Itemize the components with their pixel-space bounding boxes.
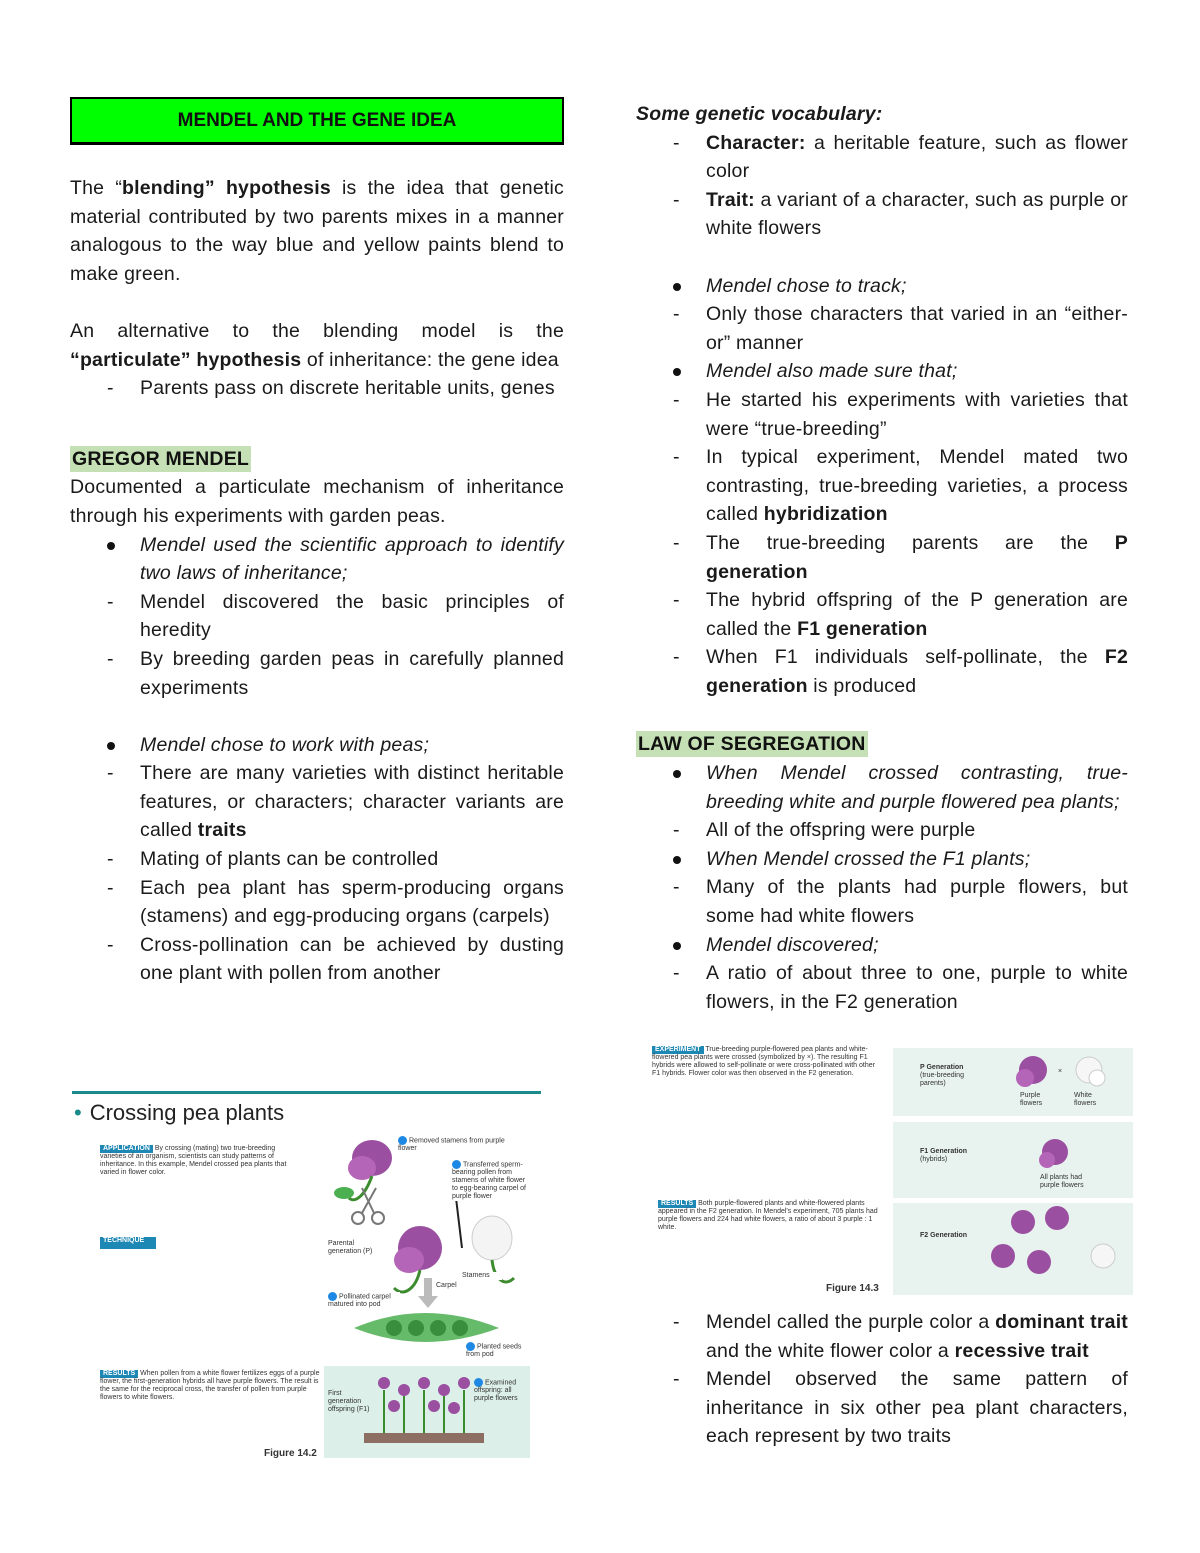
vocab-heading: Some genetic vocabulary: bbox=[636, 103, 883, 125]
text: a variant of a character, such as purple or white flowers bbox=[706, 188, 1128, 240]
step3-icon bbox=[328, 1292, 337, 1301]
list-item bbox=[636, 586, 1128, 643]
gregor-paragraph: Documented a particulate mechanism of inheritance through his experiments with garden peas. bbox=[70, 476, 564, 527]
purple-flower-icon bbox=[1016, 1056, 1047, 1087]
list-item bbox=[636, 443, 1128, 529]
experiment-tag: EXPERIMENT bbox=[652, 1046, 704, 1054]
text: is the idea that genetic material contributed by two parents mixes in a manner analogous to the way blue and yellow paints blend to make green. bbox=[70, 177, 564, 285]
gregor-mendel-heading: GREGOR MENDEL bbox=[72, 447, 250, 470]
bullet-list bbox=[636, 759, 1128, 816]
list-item: - A ratio of about three to one, purple to white flowers, in the F2 generation bbox=[636, 959, 1128, 1016]
experiment-box bbox=[652, 1046, 882, 1104]
bullet-list bbox=[636, 931, 1128, 960]
bold-term: dominant trait bbox=[995, 1311, 1128, 1333]
step1-label bbox=[398, 1136, 508, 1153]
bold-term: Trait: bbox=[706, 188, 755, 211]
text: of inheritance: the gene idea bbox=[301, 348, 559, 371]
step3-label bbox=[328, 1292, 400, 1309]
document-title bbox=[70, 97, 564, 145]
results-tag: RESULTS bbox=[100, 1370, 138, 1378]
f1-gen-sub: (hybrids) bbox=[920, 1156, 948, 1163]
step-text: Examined offspring: all purple flowers bbox=[474, 1379, 518, 1403]
results-text-143: Both purple-flowered plants and white-flowered plants appeared in the F2 generation. In Mendel's experiment, 705 plants had purple flowers and 224 had white flowers, a ratio of about 3 purple : 1 white. bbox=[658, 1200, 878, 1231]
list-item: - Only those characters that varied in an “either-or” manner bbox=[636, 300, 1128, 357]
step2-label bbox=[452, 1160, 528, 1201]
cross-symbol: × bbox=[1058, 1068, 1063, 1075]
first-gen-label: First generation offspring (F1) bbox=[328, 1390, 370, 1413]
list-item: - Each pea plant has sperm-producing organs (stamens) and egg-producing organs (carpels) bbox=[70, 874, 564, 931]
bullet-item: Mendel chose to track; bbox=[636, 272, 1128, 301]
generation-flowers-svg bbox=[893, 1048, 1133, 1295]
list-item: - Mendel observed the same pattern of inheritance in six other pea plant characters, each represent by two traits bbox=[636, 1365, 1128, 1451]
bullet-icon: • bbox=[74, 1100, 82, 1125]
purple-flower-icon bbox=[1039, 1139, 1068, 1168]
figure-142-label: Figure 14.2 bbox=[264, 1448, 317, 1459]
left-column bbox=[70, 174, 564, 988]
law-of-segregation-heading: LAW OF SEGREGATION bbox=[638, 733, 866, 756]
right-column-bottom bbox=[636, 1308, 1128, 1451]
technique-tag bbox=[100, 1237, 156, 1249]
f1-note: All plants had purple flowers bbox=[1040, 1174, 1084, 1189]
text: The hybrid offspring of the P generation are called the bbox=[706, 589, 1128, 640]
dash-list bbox=[636, 300, 1128, 357]
f1-gen-title: F1 Generation bbox=[920, 1148, 968, 1155]
blending-paragraph bbox=[70, 174, 564, 288]
bullet-item: Mendel chose to work with peas; bbox=[70, 731, 564, 760]
vocab-list bbox=[636, 129, 1128, 243]
bullet-list bbox=[70, 531, 564, 588]
step5-label bbox=[474, 1378, 528, 1403]
list-item bbox=[636, 1308, 1128, 1365]
carpel-label: Carpel bbox=[436, 1282, 466, 1290]
list-item bbox=[636, 643, 1128, 700]
bullet-item: Mendel discovered; bbox=[636, 931, 1128, 960]
bold-term: Character: bbox=[706, 131, 806, 154]
purple-flower-icon bbox=[991, 1244, 1015, 1268]
bullet-item: Mendel used the scientific approach to identify two laws of inheritance; bbox=[70, 531, 564, 588]
pea-pod-icon bbox=[354, 1313, 499, 1342]
brush-icon bbox=[456, 1198, 462, 1248]
white-label: White flowers bbox=[1074, 1092, 1097, 1107]
text: and the white flower color a bbox=[706, 1339, 955, 1362]
list-item bbox=[70, 759, 564, 845]
figure-142-heading bbox=[74, 1100, 284, 1126]
list-item bbox=[636, 529, 1128, 586]
dash-list bbox=[70, 759, 564, 988]
dash-list bbox=[636, 816, 1128, 845]
figure-divider bbox=[72, 1091, 541, 1094]
list-item bbox=[636, 186, 1128, 243]
bullet-list bbox=[636, 272, 1128, 301]
bold-term: hybridization bbox=[763, 503, 888, 526]
purple-flower-icon bbox=[1011, 1210, 1035, 1234]
list-item: - Parents pass on discrete heritable units, genes bbox=[70, 374, 564, 403]
bold-term: recessive trait bbox=[954, 1339, 1089, 1362]
bullet-list bbox=[636, 845, 1128, 874]
parental-label: Parental generation (P) bbox=[328, 1240, 373, 1255]
scissors-icon bbox=[352, 1188, 384, 1224]
figure-heading-text: Crossing pea plants bbox=[89, 1100, 285, 1125]
p-gen-title: P Generation bbox=[920, 1064, 964, 1071]
bullet-list bbox=[636, 357, 1128, 386]
step1-icon bbox=[398, 1136, 407, 1145]
list-item bbox=[636, 129, 1128, 186]
text: a heritable feature, such as flower color bbox=[706, 131, 1128, 183]
list-item: - By breeding garden peas in carefully planned experiments bbox=[70, 645, 564, 702]
bold-term: traits bbox=[197, 819, 247, 842]
list-item: - Mating of plants can be controlled bbox=[70, 845, 564, 874]
step-text: Pollinated carpel matured into pod bbox=[328, 1293, 391, 1309]
step4-label bbox=[466, 1342, 526, 1359]
white-flower-icon bbox=[1091, 1244, 1115, 1268]
bold-term: blending” hypothesis bbox=[122, 177, 331, 199]
bold-term: F1 generation bbox=[797, 617, 928, 640]
document-title-text: MENDEL AND THE GENE IDEA bbox=[177, 109, 457, 131]
step-text: Removed stamens from purple flower bbox=[398, 1137, 505, 1153]
purple-flower-icon bbox=[1045, 1206, 1069, 1230]
step4-icon bbox=[466, 1342, 475, 1351]
text: The “ bbox=[70, 177, 123, 199]
text: When F1 individuals self-pollinate, the bbox=[706, 646, 1105, 669]
stamens-label: Stamens bbox=[462, 1272, 502, 1280]
application-text: By crossing (mating) two true-breeding varieties of an organism, scientists can study patterns of inheritance. In this example, Mendel crossed pea plants that varied in flower color. bbox=[100, 1145, 287, 1176]
text: Mendel called the purple color a bbox=[706, 1311, 996, 1333]
step-text: Transferred sperm-bearing pollen from stamens of white flower to egg-bearing carpel of purple flower bbox=[452, 1161, 526, 1201]
results-tag-143: RESULTS bbox=[658, 1200, 696, 1208]
application-box bbox=[100, 1145, 290, 1205]
bullet-item: Mendel also made sure that; bbox=[636, 357, 1128, 386]
arrow-icon bbox=[418, 1278, 438, 1308]
text: is produced bbox=[807, 674, 917, 697]
step5-icon bbox=[474, 1378, 483, 1387]
bullet-list bbox=[70, 731, 564, 760]
purple-flower-icon bbox=[394, 1226, 442, 1292]
results-text: When pollen from a white flower fertilizes eggs of a purple flower, the first-generation hybrids all have purple flowers. The result is the same for the reciprocal cross, the transfer of pollen from purple flowers to white flowers. bbox=[100, 1370, 320, 1401]
step-text: Planted seeds from pod bbox=[466, 1343, 522, 1359]
bold-term: P generation bbox=[706, 531, 1128, 583]
right-column bbox=[636, 100, 1128, 1016]
purple-label: Purple flowers bbox=[1020, 1092, 1043, 1107]
dash-list bbox=[636, 1308, 1128, 1451]
results-box bbox=[100, 1370, 328, 1420]
white-flower-icon bbox=[1076, 1057, 1105, 1086]
bullet-item: When Mendel crossed the F1 plants; bbox=[636, 845, 1128, 874]
bold-term: F2 generation bbox=[706, 646, 1128, 697]
text: An alternative to the blending model is the bbox=[70, 319, 564, 342]
experiment-text: True-breeding purple-flowered pea plants and white-flowered pea plants were crossed (symbolized by ×). The resulting F1 hybrids were allowed to self-pollinate or were cross-pollinated with other F1 hybrids. Flower color was then observed in the F2 generation. bbox=[652, 1046, 875, 1077]
technique-tag-text: TECHNIQUE bbox=[103, 1237, 145, 1244]
particulate-paragraph bbox=[70, 317, 564, 374]
dash-list bbox=[636, 386, 1128, 701]
text: In typical experiment, Mendel mated two contrasting, true-breeding varieties, a process called bbox=[706, 446, 1128, 526]
list-item: - He started his experiments with varieties that were “true-breeding” bbox=[636, 386, 1128, 443]
bold-term: “particulate” hypothesis bbox=[70, 348, 302, 371]
p-gen-sub: (true-breeding parents) bbox=[920, 1072, 964, 1087]
dash-list bbox=[636, 959, 1128, 1016]
application-tag: APPLICATION bbox=[100, 1145, 153, 1153]
list-item: - Cross-pollination can be achieved by dusting one plant with pollen from another bbox=[70, 931, 564, 988]
f2-gen-label: F2 Generation bbox=[920, 1232, 968, 1239]
text: There are many varieties with distinct heritable features, or characters; character variants are called bbox=[140, 762, 564, 842]
purple-flower-icon bbox=[1027, 1250, 1051, 1274]
dash-list bbox=[636, 873, 1128, 930]
dash-list bbox=[70, 588, 564, 702]
figure-143-label: Figure 14.3 bbox=[826, 1283, 879, 1294]
results-box-143 bbox=[658, 1200, 880, 1248]
text: The true-breeding parents are the bbox=[706, 531, 1115, 554]
bullet-item: When Mendel crossed contrasting, true-breeding white and purple flowered pea plants; bbox=[636, 759, 1128, 816]
step2-icon bbox=[452, 1160, 461, 1169]
particulate-list bbox=[70, 374, 564, 403]
list-item: - Many of the plants had purple flowers, but some had white flowers bbox=[636, 873, 1128, 930]
list-item: - Mendel discovered the basic principles of heredity bbox=[70, 588, 564, 645]
list-item: - All of the offspring were purple bbox=[636, 816, 1128, 845]
